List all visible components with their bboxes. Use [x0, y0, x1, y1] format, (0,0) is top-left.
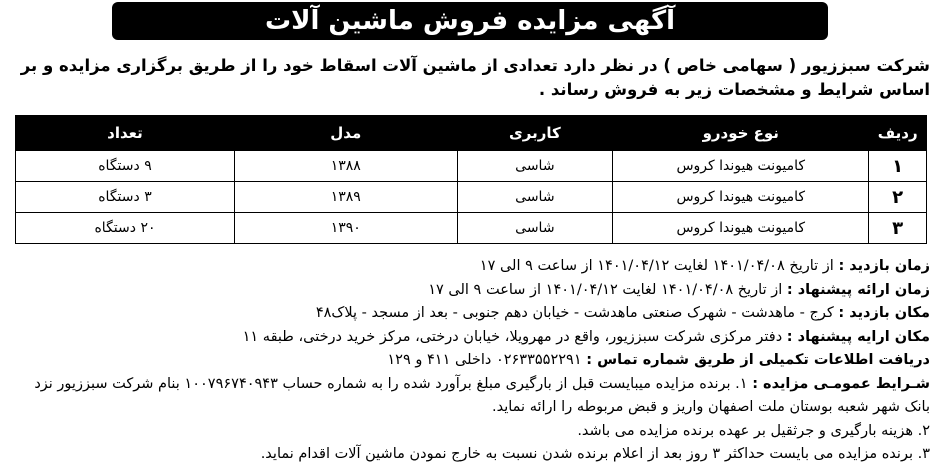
offer-time-row [8, 279, 930, 303]
usage: شاسی [457, 151, 613, 182]
header-vehicle-type: نوع خودرو [613, 116, 869, 151]
condition-1: ۱. برنده مزایده میبایست قبل از بارگیری مبلغ برآورد شده را به شماره حساب ۱۰۰۷۹۶۷۴۰۹۴۳ بنام شرکت سبززیور نزد بانک شهر شعبه بوستان ملت اصفهان واریز و قبض مربوطه را ارائه نماید. [34, 375, 930, 415]
notice-title: آگهی مزایده فروش ماشین آلات [112, 2, 828, 40]
count: ۳ دستگاه [16, 182, 235, 213]
header-usage: کاربری [457, 116, 613, 151]
visit-time-row [8, 255, 930, 279]
table-row [16, 213, 927, 244]
table-row [16, 151, 927, 182]
contact-label: دریافت اطلاعات تکمیلی از طریق شماره تماس : [586, 352, 930, 368]
intro-paragraph: شرکت سبززیور ( سهامی خاص ) در نظر دارد تعدادی از ماشین آلات اسقاط خود را از طریق برگزاری مزایده و بر اساس شرایط و مشخصات زیر به فروش رساند . [20, 56, 930, 99]
visit-place-label: مکان بازدید : [838, 305, 930, 321]
count: ۹ دستگاه [16, 151, 235, 182]
offer-place-label: مکان ارایه پیشنهاد : [786, 328, 930, 345]
condition-3-row [8, 443, 930, 467]
row-number: ۲ [869, 182, 927, 213]
condition-2-row [8, 420, 930, 444]
offer-place-value: دفتر مرکزی شرکت سبززیور، واقع در مهرویلا، خیابان درختی، مرکز خرید درختی، طبقه ۱۱ [242, 328, 783, 345]
visit-place-row [8, 302, 930, 326]
header-row-number: ردیف [869, 116, 927, 151]
offer-time-value: از تاریخ ۱۴۰۱/۰۴/۰۸ لغایت ۱۴۰۱/۰۴/۱۲ از ساعت ۹ الی ۱۷ [428, 281, 783, 298]
row-number: ۱ [869, 151, 927, 182]
table-header-row [16, 116, 927, 151]
condition-2: ۲. هزینه بارگیری و جرثقیل بر عهده برنده مزایده می باشد. [577, 422, 930, 439]
header-model: مدل [234, 116, 457, 151]
visit-place-value: کرج - ماهدشت - شهرک صنعتی ماهدشت - خیابان دهم جنوبی - بعد از مسجد - پلاک۴۸ [315, 305, 834, 321]
vehicle-type: کامیونت هیوندا کروس [613, 213, 869, 244]
count: ۲۰ دستگاه [16, 213, 235, 244]
contact-value: ۰۲۶۳۳۵۵۲۲۹۱ داخلی ۴۱۱ و ۱۲۹ [387, 352, 582, 368]
vehicles-table [15, 115, 927, 244]
table-row [16, 182, 927, 213]
notice-details [8, 255, 930, 467]
conditions-label: شـرایط عمومـی مزایده : [752, 375, 930, 392]
model: ۱۳۹۰ [234, 213, 457, 244]
usage: شاسی [457, 213, 613, 244]
visit-time-value: از تاریخ ۱۴۰۱/۰۴/۰۸ لغایت ۱۴۰۱/۰۴/۱۲ از ساعت ۹ الی ۱۷ [479, 258, 834, 274]
model: ۱۳۸۸ [234, 151, 457, 182]
model: ۱۳۸۹ [234, 182, 457, 213]
usage: شاسی [457, 182, 613, 213]
condition-3: ۳. برنده مزایده می بایست حداکثر ۳ روز بعد از اعلام برنده شدن نسبت به خارج نمودن ماشین آلات اقدام نماید. [260, 446, 930, 462]
header-count: تعداد [16, 116, 235, 151]
visit-time-label: زمان بازدید : [838, 258, 930, 274]
conditions-row [8, 373, 930, 420]
vehicle-type: کامیونت هیوندا کروس [613, 182, 869, 213]
vehicle-type: کامیونت هیوندا کروس [613, 151, 869, 182]
offer-time-label: زمان ارائه پیشنهاد : [786, 281, 930, 298]
contact-row [8, 349, 930, 373]
offer-place-row [8, 326, 930, 350]
row-number: ۳ [869, 213, 927, 244]
